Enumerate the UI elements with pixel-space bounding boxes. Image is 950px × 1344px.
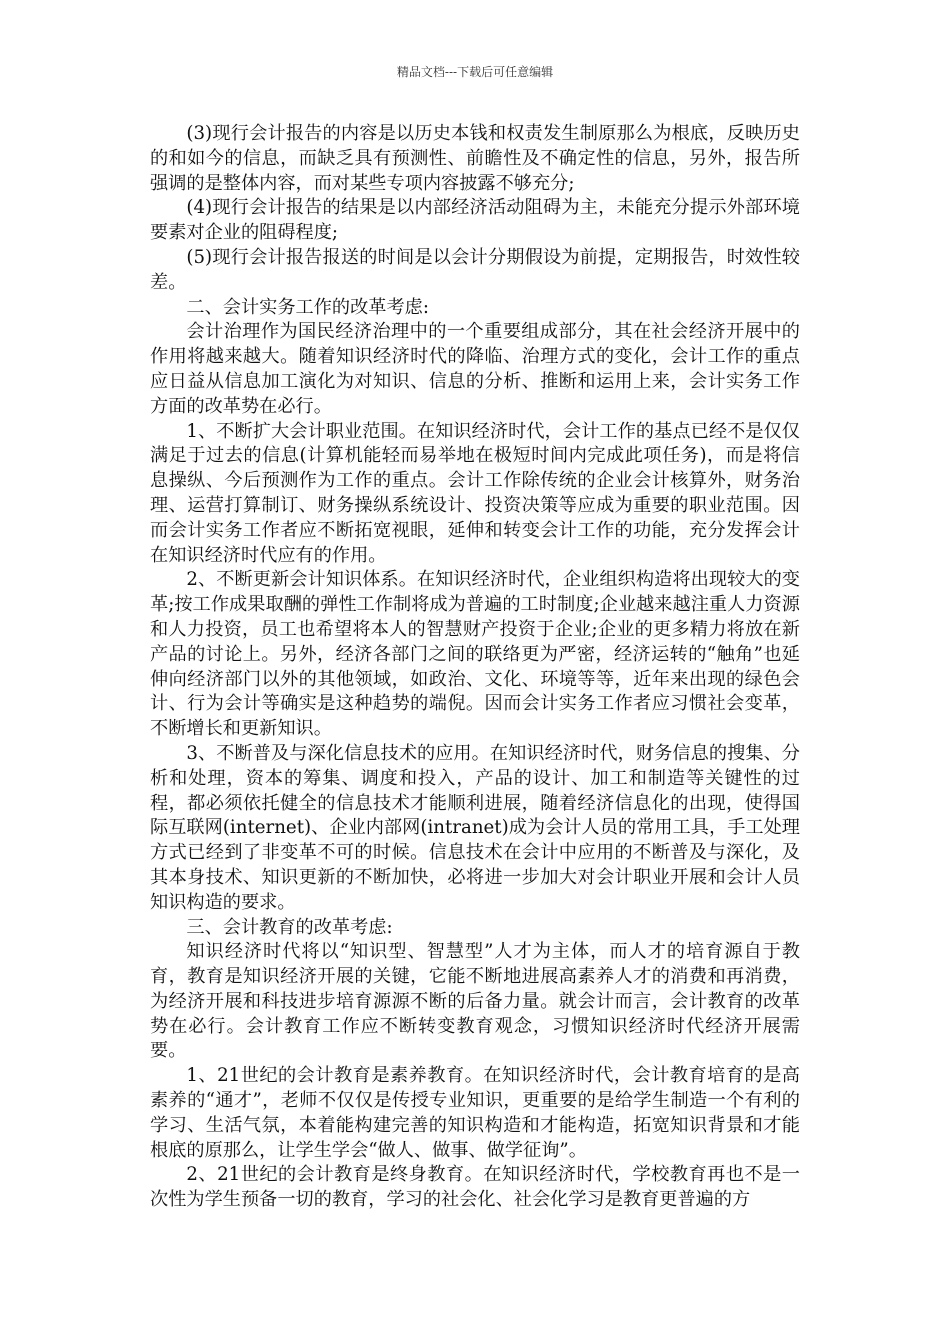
section-heading-3: 三、会计教育的改革考虑: — [186, 916, 393, 938]
paragraph-2: (4)现行会计报告的结果是以内部经济活动阻碍为主，未能充分提示外部环境要素对企业的阻碍程度; — [150, 197, 800, 244]
paragraph-1: (3)现行会计报告的内容是以历史本钱和权责发生制原那么为根底，反映历史的和如今的信息，而缺乏具有预测性、前瞻性及不确定性的信息，另外，报告所强调的是整体内容，而对某些专项内容披露不够充分; — [150, 123, 800, 194]
paragraph-3: (5)现行会计报告报送的时间是以会计分期假设为前提，定期报告，时效性较差。 — [150, 246, 800, 293]
paragraph-8: 知识经济时代将以“知识型、智慧型”人才为主体，而人才的培育源自于教育，教育是知识经济开展的关键，它能不断地进展高素养人才的消费和再消费，为经济开展和科技进步培育源源不断的后备力量。就会计而言，会计教育的改革势在必行。会计教育工作应不断转变教育观念，习惯知识经济时代经济开展需要。 — [150, 941, 800, 1062]
paragraph-9: 1、21世纪的会计教育是素养教育。在知识经济时代，会计教育培育的是高素养的“通才”，老师不仅仅是传授专业知识，更重要的是给学生制造一个有利的学习、生活气氛，本着能构建完善的知识构造和才能构造，拓宽知识背景和才能根底的原那么，让学生学会“做人、做事、做学征询”。 — [150, 1065, 800, 1161]
paragraph-5: 1、不断扩大会计职业范围。在知识经济时代，会计工作的基点已经不是仅仅满足于过去的信息(计算机能轻而易举地在极短时间内完成此项任务)，而是将信息操纵、今后预测作为工作的重点。会计工作除传统的企业会计核算外，财务治理、运营打算制订、财务操纵系统设计、投资决策等应成为重要的职业范围。因而会计实务工作者应不断拓宽视眼，延伸和转变会计工作的功能，充分发挥会计在知识经济时代应有的作用。 — [150, 420, 800, 566]
paragraph-4: 会计治理作为国民经济治理中的一个重要组成部分，其在社会经济开展中的作用将越来越大。随着知识经济时代的降临、治理方式的变化，会计工作的重点应日益从信息加工演化为对知识、信息的分析、推断和运用上来，会计实务工作方面的改革势在必行。 — [150, 321, 800, 417]
paragraph-7: 3、不断普及与深化信息技术的应用。在知识经济时代，财务信息的搜集、分析和处理，资本的筹集、调度和投入，产品的设计、加工和制造等关键性的过程，都必须依托健全的信息技术才能顺利进展，随着经济信息化的出现，使得国际互联网(internet)、企业内部网(intranet)成为会计人员的常用工具，手工处理方式已经到了非变革不可的时候。信息技术在会计中应用的不断普及与深化，及其本身技术、知识更新的不断加快，必将进一步加大对会计职业开展和会计人员知识构造的要求。 — [150, 742, 800, 913]
paragraph-6: 2、不断更新会计知识体系。在知识经济时代，企业组织构造将出现较大的变革;按工作成果取酬的弹性工作制将成为普遍的工时制度;企业越来越注重人力资源和人力投资，员工也希望将本人的智慧财产投资于企业;企业的更多精力将放在新产品的讨论上。另外，经济各部门之间的联络更为严密，经济运转的“触角”也延伸向经济部门以外的其他领域，如政治、文化、环境等等，近年来出现的绿色会计、行为会计等确实是这种趋势的端倪。因而会计实务工作者应习惯社会变革，不断增长和更新知识。 — [150, 569, 800, 740]
page-header: 精品文档---下载后可任意编辑 — [396, 65, 554, 79]
paragraph-10: 2、21世纪的会计教育是终身教育。在知识经济时代，学校教育再也不是一次性为学生预备一切的教育，学习的社会化、社会化学习是教育更普遍的方 — [150, 1164, 800, 1211]
document-body — [150, 122, 800, 1213]
section-heading-2: 二、会计实务工作的改革考虑: — [186, 296, 429, 318]
